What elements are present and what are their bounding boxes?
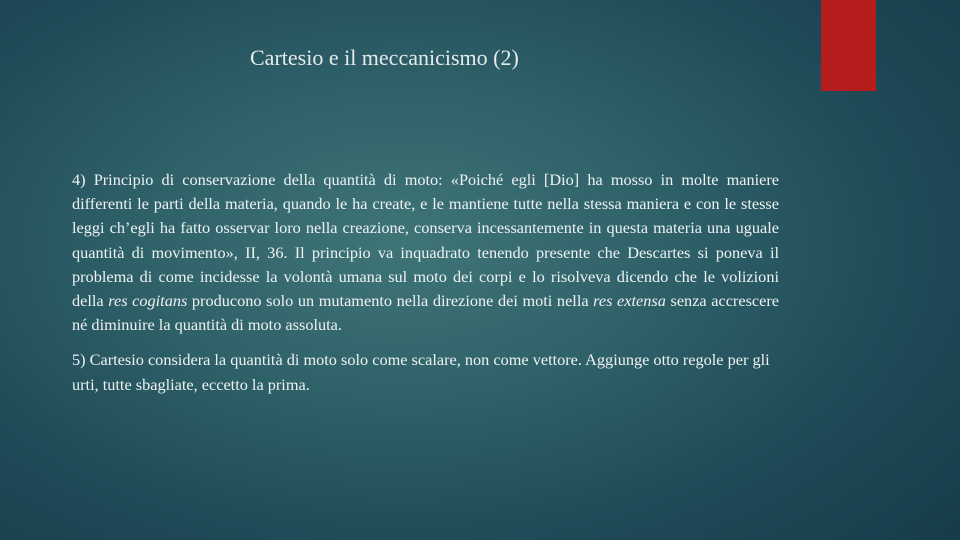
- accent-bar: [821, 0, 876, 91]
- paragraph-1-text-end: senza accrescere né diminuire la quantità di moto assoluta.: [72, 291, 780, 335]
- paragraph-conservation-principle: [72, 168, 779, 337]
- slide-title: Cartesio e il meccanicismo (2): [250, 45, 519, 70]
- paragraph-1-text-cont: producono solo un mutamento nella direzione dei moti nella: [187, 291, 594, 311]
- paragraph-1-text: 4) Principio di conservazione della quantità di moto: «Poiché egli [Dio] ha mosso in molte maniere differenti le parti della materia, quando le ha create, e le mantiene tutte nella stessa maniera e con le stesse leggi ch’egli ha fatto osservar loro nella creazione, conserva incessantemente in questa materia una uguale quantità di movimento», II, 36. Il principio va inquadrato tenendo presente che Descartes si poneva il problema di come incidesse la volontà umana sul moto dei corpi e lo risolveva dicendo che le volizioni della: [72, 170, 779, 311]
- res-extensa-term: res extensa: [593, 291, 666, 311]
- slide-body: [72, 168, 779, 397]
- res-cogitans-term: res cogitans: [108, 291, 188, 311]
- paragraph-collision-rules: 5) Cartesio considera la quantità di moto solo come scalare, non come vettore. Aggiunge otto regole per gli urti, tutte sbagliate, eccetto la prima.: [72, 350, 770, 394]
